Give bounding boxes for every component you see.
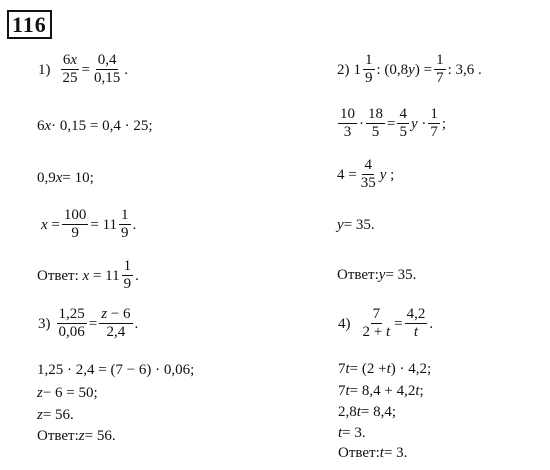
fraction: $\frac{1}{9}$ (123, 258, 132, 292)
fraction: $\frac{1}{7}$ (430, 106, 438, 140)
fraction: $\frac{1}{7}$ (436, 52, 444, 86)
problem-2-step-1: $\frac{10}{3}$ · $\frac{18}{5}$ = $\frac{4}{5}$ y · $\frac{1}{7}$ ; (340, 106, 447, 140)
fraction: $\frac{4}{5}$ (399, 106, 407, 140)
problem-1-label: 1) (38, 61, 51, 78)
fraction: $\frac{1}{9}$ (365, 52, 373, 86)
fraction: $\frac{10}{3}$ (340, 106, 355, 140)
problem-4-step-1: 7 t = (2 + t ) · 4,2; (338, 361, 432, 377)
fraction: $\frac{7}{2 + t}$ (362, 306, 391, 340)
problem-4-step-2: 7 t = 8,4 + 4,2 t ; (338, 383, 424, 399)
fraction: $\frac{100}{9}$ (63, 207, 87, 241)
problem-4-answer: Ответ: t = 3. (338, 445, 408, 461)
problem-4-step-3: 2,8 t = 8,4; (338, 404, 397, 420)
fraction: $\frac{4,2}{t}$ (406, 306, 426, 340)
problem-2-step-3: y = 35. (337, 217, 375, 233)
problem-3-answer: Ответ: z = 56. (37, 428, 116, 444)
fraction: $\frac{1,25}{0,06}$ (58, 306, 85, 340)
problem-3-equation: 3) $\frac{1,25}{0,06}$ = $\frac{z - 6}{2,4}$ . (38, 306, 139, 340)
fraction: $\frac{18}{5}$ (368, 106, 383, 140)
problem-1-answer: Ответ: x = 11 $\frac{1}{9}$ . (37, 258, 139, 292)
fraction: $\frac{1}{9}$ (121, 207, 129, 241)
problem-1-step-3: x = $\frac{100}{9}$ = 11 $\frac{1}{9}$ . (41, 207, 137, 241)
problem-1-equation: 1) $\frac{6x}{25}$ = $\frac{0,4}{0,15}$ . (38, 52, 128, 86)
problem-3-step-2: z − 6 = 50; (37, 385, 98, 401)
problem-2-answer: Ответ: y = 35. (337, 267, 417, 283)
problem-4-label: 4) (338, 315, 351, 332)
problem-2-label: 2) (337, 61, 350, 78)
problem-4-equation: 4) $\frac{7}{2 + t}$ = $\frac{4,2}{t}$ . (338, 306, 434, 340)
task-number: 116 (7, 10, 52, 39)
problem-1-step-2: 0,9 x = 10; (37, 170, 94, 186)
fraction: $\frac{z - 6}{2,4}$ (101, 306, 131, 340)
problem-3-step-1: 1,25 · 2,4 = (7 − 6) · 0,06; (37, 362, 195, 378)
problem-3-step-3: z = 56. (37, 407, 74, 423)
problem-1-step-1: 6 x · 0,15 = 0,4 · 25; (37, 118, 153, 134)
problem-2-step-2: 4 = $\frac{4}{35}$ y ; (337, 157, 395, 191)
problem-3-label: 3) (38, 315, 51, 332)
fraction: $\frac{4}{35}$ (360, 157, 376, 191)
problem-4-step-4: t = 3. (338, 425, 366, 441)
fraction: $\frac{0,4}{0,15}$ (93, 52, 121, 86)
problem-2-equation: 2) 1 $\frac{1}{9}$ : (0,8y) = $\frac{1}{7}$ : 3,6 . (337, 52, 482, 86)
fraction: $\frac{6x}{25}$ (62, 52, 78, 86)
